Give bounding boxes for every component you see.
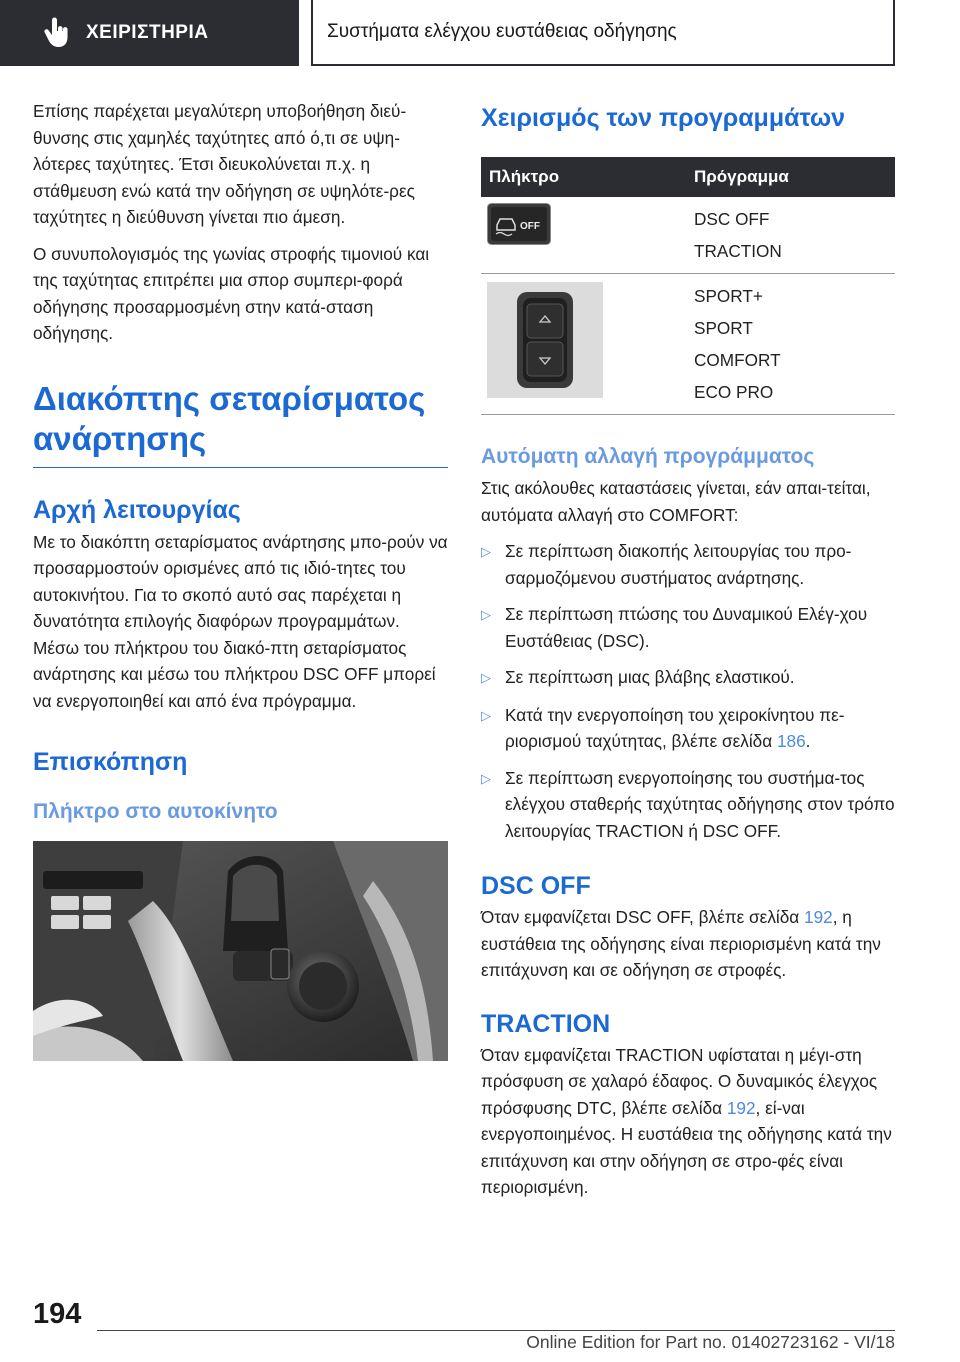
section-label: ΧΕΙΡΙΣΤΗΡΙΑ <box>86 22 209 43</box>
paragraph-steering: Επίσης παρέχεται μεγαλύτερη υποβοήθηση διεύ-θυνσης στις χαμηλές ταχύτητες από ό,τι σε υψη-λότερες ταχύτητες. Έτσι διευκολύνεται π.χ. η στάθμευση ενώ κατά την οδήγηση σε υψηλότε-ρες ταχύτητες η διεύθυνση γίνεται πιο άμεση. <box>33 101 415 227</box>
table-row <box>481 274 895 415</box>
list-item: ▷ Σε περίπτωση διακοπής λειτουργίας του προ-σαρμοζόμενου συστήματος ανάρτησης. <box>481 538 895 591</box>
heading-dsc-off: DSC OFF <box>481 872 591 900</box>
header-section-tab <box>0 0 299 66</box>
triangle-bullet-icon: ▷ <box>481 544 491 559</box>
paragraph-automatic-intro: Στις ακόλουθες καταστάσεις γίνεται, εάν απαι-τείται, αυτόματα αλλαγή στο COMFORT: <box>481 478 871 525</box>
table-row <box>481 197 895 274</box>
triangle-bullet-icon: ▷ <box>481 607 491 622</box>
car-console-photo <box>33 841 448 1061</box>
heading-automatic-switch: Αυτόματη αλλαγή προγράμματος <box>481 445 815 468</box>
heading-traction: TRACTION <box>481 1009 611 1038</box>
right-column <box>481 98 895 1201</box>
triangle-bullet-icon: ▷ <box>481 770 491 786</box>
program-cell-modes <box>682 274 895 415</box>
paragraph-dsc-off: Όταν εμφανίζεται DSC OFF, βλέπε σελίδα 192, η ευστάθεια της οδήγησης είναι περιορισμένη κατά την επιτάχυνση και σε οδήγηση σε στροφές. <box>481 907 881 980</box>
program-eco-pro: ECO PRO <box>694 382 774 402</box>
heading-program-operation: Χειρισμός των προγραμμάτων <box>481 104 846 132</box>
dsc-off-button-icon <box>487 203 551 245</box>
driving-experience-switch-cell <box>481 274 682 415</box>
program-cell-dsc <box>682 197 895 274</box>
paragraph-steering-angle: Ο συνυπολογισμός της γωνίας στροφής τιμονιού και της ταχύτητας επιτρέπει μια σπορ συμπερι-φορά οδήγησης προσαρμοσμένη στην κατά-σταση οδήγησης. <box>33 243 430 343</box>
chapter-title: Συστήματα ελέγχου ευστάθειας οδήγησης <box>327 21 677 42</box>
triangle-bullet-icon: ▷ <box>481 670 491 685</box>
column-header-button: Πλήκτρο <box>481 157 682 197</box>
table-header-row <box>481 157 895 197</box>
heading-suspension-switch: Διακόπτης σεταρίσματος ανάρτησης <box>33 379 448 468</box>
program-sport-plus: SPORT+ <box>694 286 763 306</box>
rocker-switch-icon <box>487 282 603 398</box>
heading-overview: Επισκόπηση <box>33 748 188 776</box>
svg-text:OFF: OFF <box>520 221 540 232</box>
list-item: ▷ Σε περίπτωση πτώσης του Δυναμικού Ελέγ-χου Ευστάθειας (DSC). <box>481 601 895 654</box>
list-item: ▷ Σε περίπτωση ενεργοποίησης του συστήμα-τος ελέγχου σταθερής ταχύτητας οδήγησης στον τρόπο λειτουργίας TRACTION ή DSC OFF. <box>481 765 895 845</box>
column-header-program: Πρόγραμμα <box>682 157 895 197</box>
left-column <box>33 98 448 1061</box>
hand-pointer-icon <box>36 13 76 53</box>
list-item: ▷ Κατά την ενεργοποίηση του χειροκίνητου πε-ριορισμού ταχύτητας, βλέπε σελίδα 186. <box>481 702 895 755</box>
page-link-192[interactable]: 192 <box>726 1097 756 1118</box>
triangle-bullet-icon: ▷ <box>481 707 491 723</box>
page-link-192[interactable]: 192 <box>804 907 833 927</box>
program-sport: SPORT <box>694 318 753 338</box>
list-item: ▷ Σε περίπτωση μιας βλάβης ελαστικού. <box>481 664 895 692</box>
paragraph-principle: Με το διακόπτη σεταρίσματος ανάρτησης μπο-ρούν να προσαρμοστούν ορισμένες από τις ιδιό-τητες του αυτοκινήτου. Για το σκοπό αυτό σας παρέχεται η δυνατότητα επιλογής διαφόρων προγραμμάτων. Μέσω του πλήκτρου του διακό-πτη σεταρίσματος ανάρτησης και μέσω του πλήκτρου DSC OFF μπορεί να ενεργοποιηθεί και από ένα πρόγραμμα. <box>33 531 448 711</box>
heading-principle: Αρχή λειτουργίας <box>33 495 241 524</box>
heading-button-in-car: Πλήκτρο στο αυτοκίνητο <box>33 800 278 823</box>
paragraph-traction: Όταν εμφανίζεται TRACTION υφίσταται η μέγι-στη πρόσφυση σε χαλαρό έδαφος. Ο δυναμικός έλεγχος πρόσφυσης DTC, βλέπε σελίδα 192, εί-ναι ενεργοποιημένος. Η ευστάθεια της οδήγησης κατά την επιτάχυνση και στην οδήγηση σε στρο-φές είναι περιορισμένη. <box>481 1044 892 1197</box>
footer-rule <box>97 1330 895 1331</box>
edition-text: Online Edition for Part no. 01402723162 - VI/18 <box>526 1332 895 1352</box>
program-comfort: COMFORT <box>694 350 781 370</box>
program-traction: TRACTION <box>694 241 782 261</box>
program-table <box>481 157 895 415</box>
program-dsc-off: DSC OFF <box>694 209 770 229</box>
page-number: 194 <box>33 1298 82 1330</box>
page-link-186[interactable]: 186 <box>776 731 806 751</box>
header-chapter-box <box>311 0 895 66</box>
dsc-off-button-cell <box>481 197 682 274</box>
